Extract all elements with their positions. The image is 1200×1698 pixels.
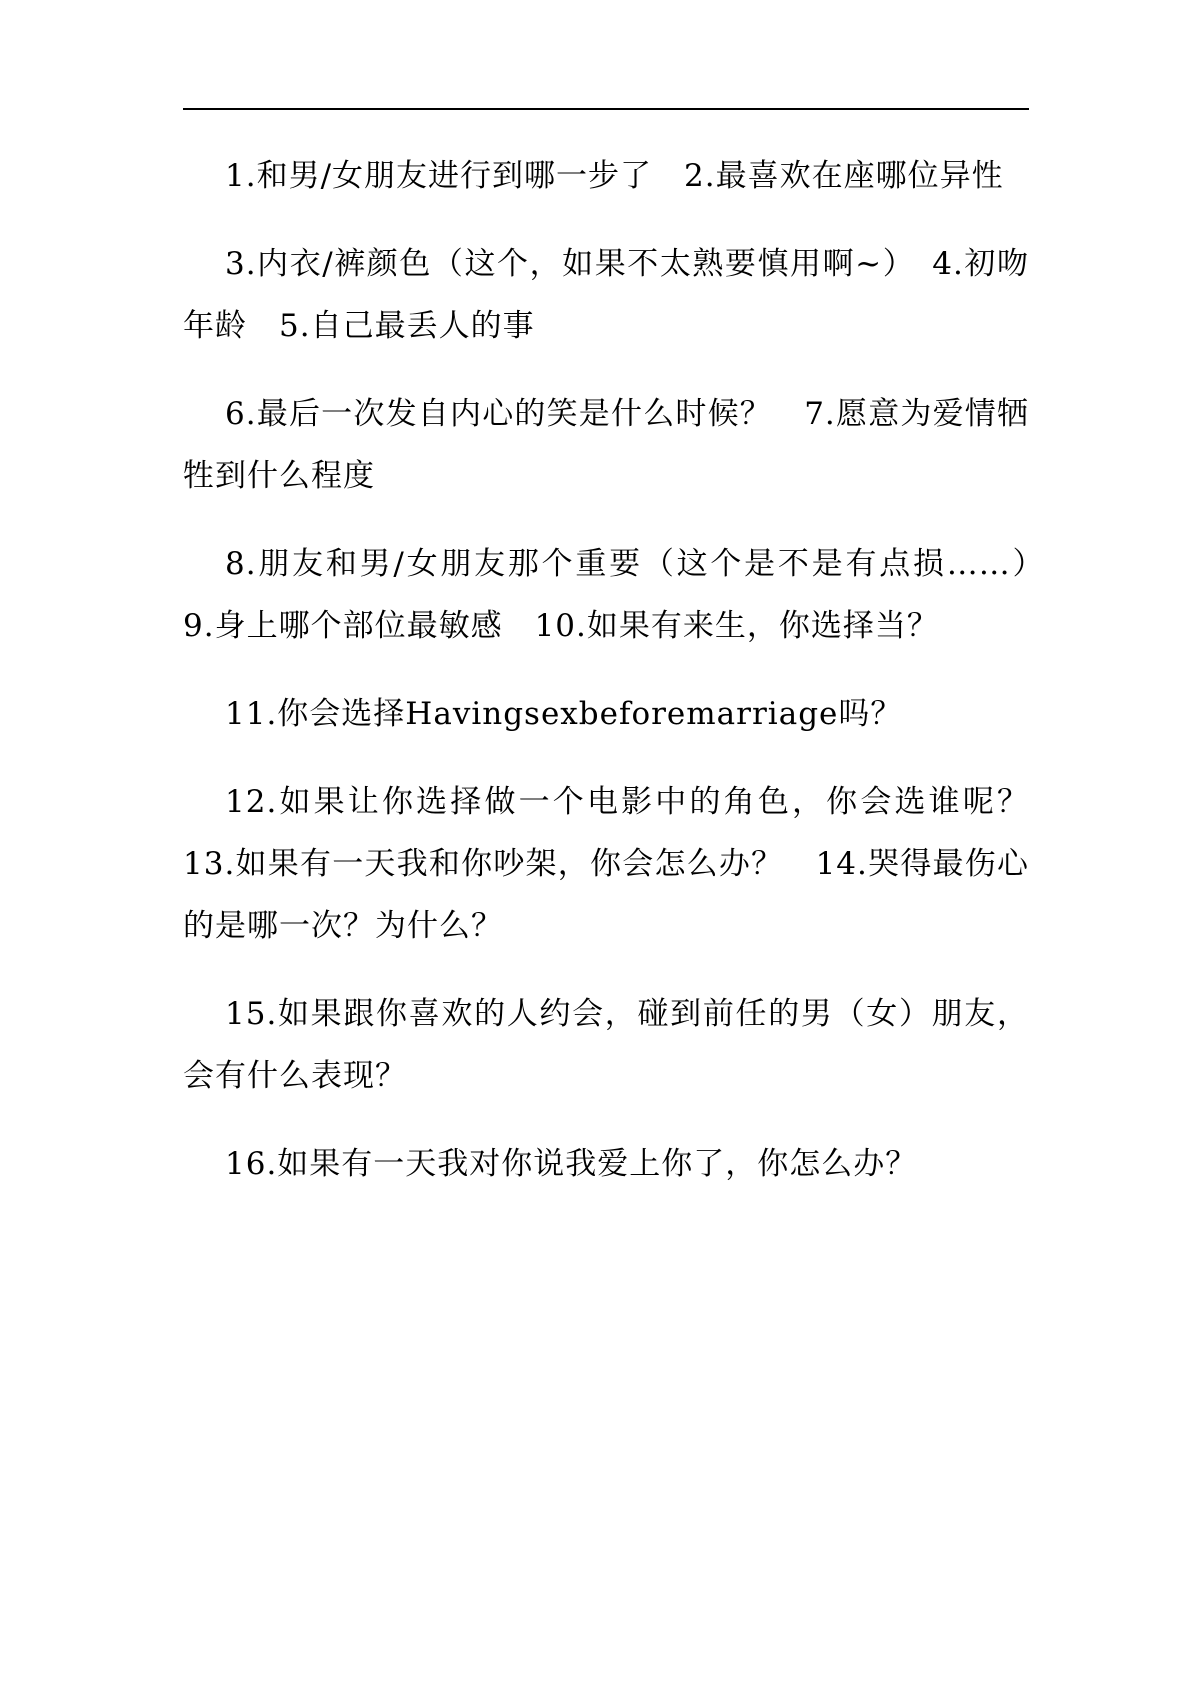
question-paragraph-7: 15.如果跟你喜欢的人约会，碰到前任的男（女）朋友，会有什么表现？ bbox=[183, 996, 1029, 1094]
question-paragraph-6: 12.如果让你选择做一个电影中的角色，你会选谁呢？ 13.如果有一天我和你吵架，你会怎么办？ 14.哭得最伤心的是哪一次？为什么？ bbox=[183, 784, 1061, 944]
header-rule bbox=[183, 108, 1029, 110]
question-paragraph-5: 11.你会选择Havingsexbeforemarriage吗？ bbox=[225, 696, 903, 732]
question-paragraph-2: 3.内衣/裤颜色（这个，如果不太熟要慎用啊~） 4.初吻年龄 5.自己最丢人的事 bbox=[183, 246, 1029, 344]
question-paragraph-1: 1.和男/女朋友进行到哪一步了 2.最喜欢在座哪位异性 bbox=[225, 158, 1004, 194]
question-paragraph-8: 16.如果有一天我对你说我爱上你了，你怎么办？ bbox=[225, 1146, 918, 1182]
question-paragraph-4: 8.朋友和男/女朋友那个重要（这个是不是有点损……） 9.身上哪个部位最敏感 10.如果有来生，你选择当？ bbox=[183, 546, 1061, 644]
document-body bbox=[183, 145, 1061, 1221]
question-paragraph-3: 6.最后一次发自内心的笑是什么时候？ 7.愿意为爱情牺牲到什么程度 bbox=[183, 396, 1029, 494]
